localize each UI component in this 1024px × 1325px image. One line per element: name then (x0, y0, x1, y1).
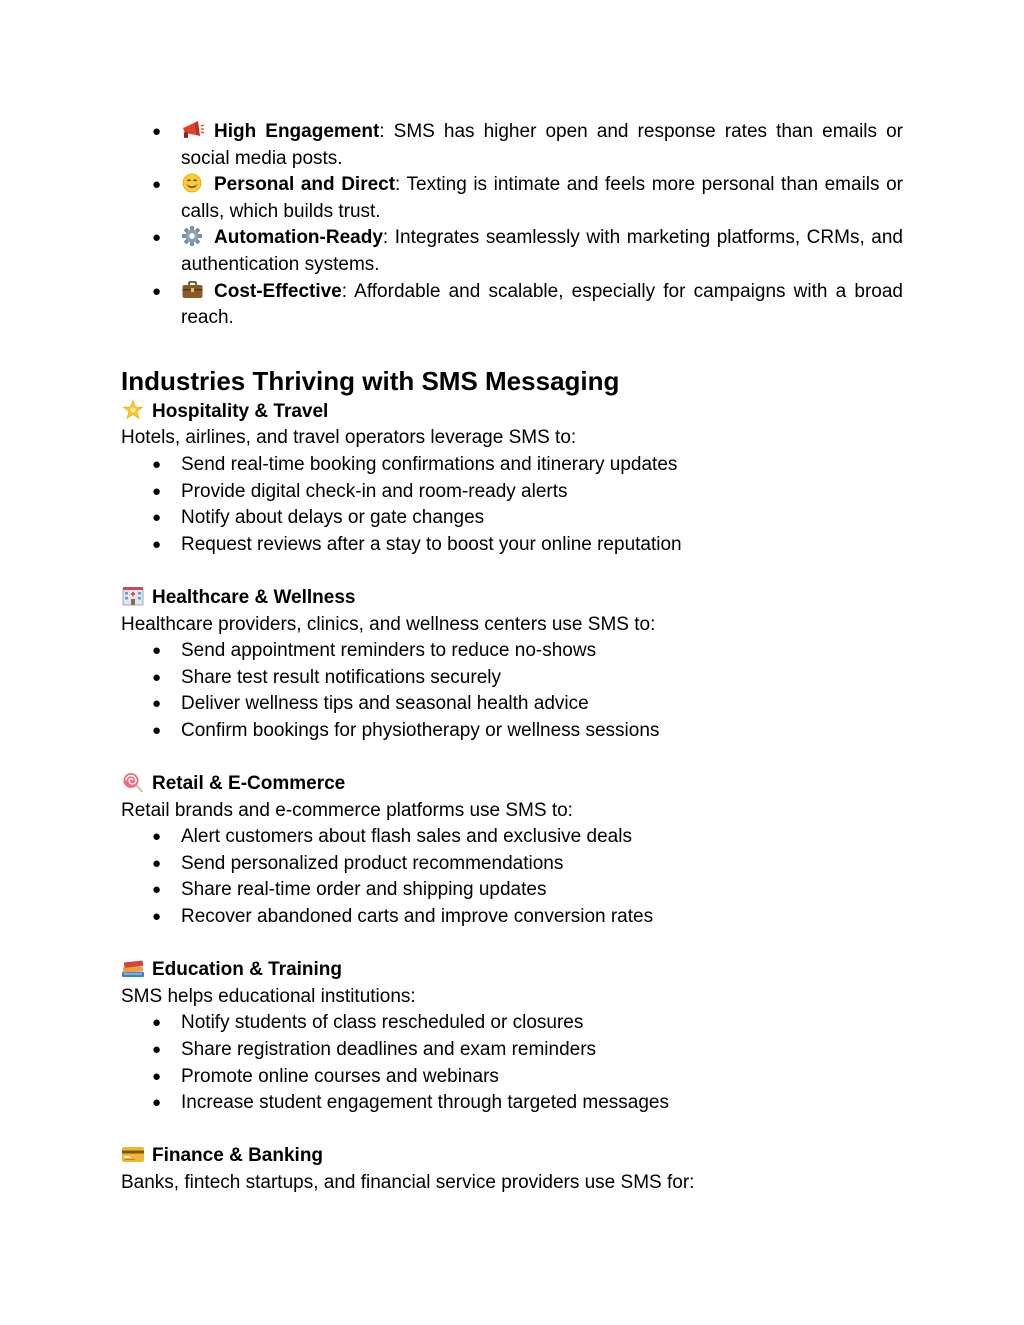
benefit-description: : Affordable and scalable, especially for campaigns with a broad reach. (181, 280, 903, 329)
list-item (121, 1010, 903, 1037)
glowing-star-icon (121, 400, 145, 420)
section-list (121, 824, 903, 930)
bullet: ● (152, 1067, 162, 1085)
smiling-face-icon (181, 173, 205, 193)
list-item (121, 532, 903, 559)
list-item-text: Share real-time order and shipping updates (181, 879, 547, 901)
section-intro: Hotels, airlines, and travel operators leverage SMS to: (121, 427, 577, 449)
list-item-text: Confirm bookings for physiotherapy or wellness sessions (181, 719, 660, 741)
industry-section-healthcare (121, 585, 903, 745)
bullet: ● (152, 881, 162, 899)
section-title (121, 771, 903, 798)
bullet: ● (152, 229, 162, 247)
page-title: Industries Thriving with SMS Messaging (121, 365, 620, 396)
section-list (121, 638, 903, 744)
list-item-text: Share test result notifications securely (181, 666, 501, 688)
benefit-title: Automation-Ready (214, 227, 383, 249)
bullet: ● (152, 455, 162, 473)
list-item-text: Share registration deadlines and exam reminders (181, 1039, 597, 1060)
list-item-text: Request reviews after a stay to boost your online reputation (181, 533, 682, 555)
industry-section-education (121, 957, 903, 1117)
section-intro: SMS helps educational institutions: (121, 985, 416, 1007)
section-title (121, 957, 903, 984)
document-page (121, 119, 903, 1197)
section-title-text: Healthcare & Wellness (152, 586, 356, 608)
benefits-list (121, 119, 903, 332)
bullet: ● (152, 668, 162, 686)
bullet: ● (152, 123, 162, 140)
section-intro: Retail brands and e-commerce platforms use SMS to: (121, 799, 573, 821)
section-intro: Healthcare providers, clinics, and wellness centers use SMS to: (121, 613, 656, 635)
list-item (121, 1037, 903, 1064)
section-title (121, 399, 903, 426)
section-title-text: Retail & E-Commerce (152, 773, 346, 795)
section-title (121, 585, 903, 612)
bullet: ● (152, 509, 162, 527)
bullet: ● (152, 282, 162, 300)
benefit-title: Personal and Direct (214, 174, 396, 196)
bullet: ● (152, 1094, 162, 1112)
bullet: ● (152, 1014, 162, 1032)
lollipop-icon (121, 772, 145, 792)
list-item-text: Deliver wellness tips and seasonal health advice (181, 693, 589, 715)
benefit-text (181, 227, 903, 275)
bullet: ● (152, 721, 162, 739)
section-title (121, 1143, 903, 1170)
list-item (121, 851, 903, 878)
list-item-text: Alert customers about flash sales and exclusive deals (181, 826, 632, 848)
bullet: ● (152, 1041, 162, 1058)
gear-icon (181, 226, 205, 246)
list-item (121, 505, 903, 532)
benefit-description: : Integrates seamlessly with marketing platforms, CRMs, and authentication systems. (181, 227, 903, 275)
list-item (121, 665, 903, 692)
section-title-text: Hospitality & Travel (152, 400, 329, 422)
industry-section-finance (121, 1143, 903, 1196)
bullet: ● (152, 176, 162, 194)
list-item-text: Notify students of class rescheduled or closures (181, 1012, 584, 1034)
list-item (121, 718, 903, 745)
list-item-text: Send real-time booking confirmations and itinerary updates (181, 453, 678, 475)
list-item-text: Provide digital check-in and room-ready alerts (181, 480, 568, 502)
section-list (121, 452, 903, 558)
bullet: ● (152, 908, 162, 926)
briefcase-icon (181, 280, 205, 300)
list-item-text: Increase student engagement through targeted messages (181, 1092, 669, 1114)
list-item-text: Send appointment reminders to reduce no-shows (181, 640, 597, 662)
bullet: ● (152, 828, 162, 846)
bullet: ● (152, 695, 162, 713)
list-item (121, 1090, 903, 1117)
hospital-icon (121, 586, 145, 606)
bullet: ● (152, 854, 162, 872)
list-item-text: Notify about delays or gate changes (181, 507, 485, 529)
credit-card-icon (121, 1144, 145, 1164)
list-item (121, 691, 903, 718)
list-item-text: Recover abandoned carts and improve conversion rates (181, 906, 654, 928)
list-item-text: Promote online courses and webinars (181, 1065, 499, 1087)
benefit-title: High Engagement (214, 121, 380, 142)
list-item (121, 904, 903, 931)
section-list (121, 1010, 903, 1116)
industry-section-hospitality (121, 399, 903, 559)
list-item (121, 1064, 903, 1091)
list-item (121, 479, 903, 506)
megaphone-icon (181, 120, 205, 140)
bullet: ● (152, 535, 162, 553)
list-item (121, 638, 903, 665)
list-item (121, 225, 903, 278)
list-item-text: Send personalized product recommendations (181, 852, 564, 874)
benefit-title: Cost-Effective (214, 280, 342, 302)
section-title-text: Education & Training (152, 959, 343, 981)
list-item (121, 877, 903, 904)
list-item (121, 279, 903, 332)
list-item (121, 452, 903, 479)
bullet: ● (152, 482, 162, 500)
benefit-description: : Texting is intimate and feels more personal than emails or calls, which builds trust. (181, 174, 903, 222)
list-item (121, 172, 903, 225)
list-item (121, 824, 903, 851)
industry-section-retail (121, 771, 903, 931)
list-item (121, 119, 903, 172)
benefit-text (181, 281, 903, 329)
section-title-text: Finance & Banking (152, 1145, 324, 1167)
benefit-description: : SMS has higher open and response rates than emails or social media posts. (181, 121, 903, 169)
bullet: ● (152, 642, 162, 660)
section-intro: Banks, fintech startups, and financial service providers use SMS for: (121, 1171, 695, 1193)
benefit-text (181, 121, 903, 169)
books-icon (121, 958, 145, 978)
benefit-text (181, 174, 903, 222)
